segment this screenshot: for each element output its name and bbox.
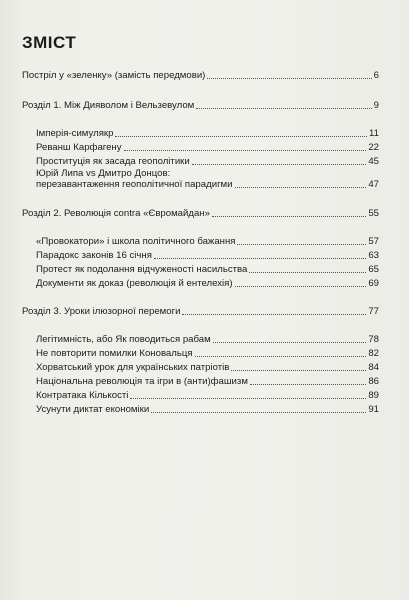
toc-entry-page: 86 [368, 376, 379, 387]
leader-dots [115, 135, 367, 137]
toc-entry-page: 45 [368, 156, 379, 167]
toc-entry-section [36, 142, 379, 153]
toc-entry-text: Парадокс законів 16 січня [36, 250, 152, 261]
leader-dots [192, 163, 367, 165]
leader-dots [207, 77, 371, 79]
toc-entry-text: «Провокатори» і школа політичного бажання [36, 236, 236, 247]
leader-dots [154, 257, 366, 259]
page-title: ЗМІСТ [22, 33, 77, 52]
toc-entry-section [36, 236, 379, 247]
toc-entry-text: Легітимність, або Як поводиться рабам [36, 334, 211, 345]
toc-entry-section [36, 404, 379, 415]
toc-entry-text: Розділ 3. Уроки ілюзорної перемоги [22, 306, 181, 317]
toc-entry-chapter-3 [22, 306, 379, 317]
toc-entry-text: Контратака Кількості [36, 390, 129, 401]
toc-entry-text: Реванш Карфагену [36, 142, 122, 153]
leader-dots [235, 186, 367, 188]
toc-entry-text: Документи як доказ (революція й ентелехія) [36, 278, 233, 289]
toc-entry-section [36, 128, 379, 139]
toc-entry-text: Протест як подолання відчуженості насильства [36, 264, 248, 275]
toc-entry-text: Розділ 2. Революція contra «Євромайдан» [22, 208, 210, 219]
toc-entry-page: 65 [368, 264, 379, 275]
toc-entry-text: перезавантаження геополітичної парадигми [36, 179, 233, 190]
toc-entry-text: Проституція як засада геополітики [36, 156, 190, 167]
leader-dots [124, 149, 367, 151]
leader-dots [130, 397, 366, 399]
leader-dots [237, 243, 366, 245]
toc-entry-section [36, 376, 379, 387]
toc-entry-chapter-2 [22, 208, 379, 219]
leader-dots [196, 107, 371, 109]
leader-dots [249, 271, 366, 273]
leader-dots [212, 215, 366, 217]
toc-entry-text: Розділ 1. Між Дияволом і Вельзевулом [22, 100, 195, 111]
toc-entry-page: 9 [373, 100, 379, 111]
toc-entry-section [36, 348, 379, 359]
toc-entry-page: 69 [368, 278, 379, 289]
leader-dots [250, 383, 366, 385]
toc-entry-page: 82 [368, 348, 379, 359]
leader-dots [213, 341, 367, 343]
toc-entry-page: 84 [368, 362, 379, 373]
toc-entry-text: Не повторити помилки Коновальця [36, 348, 193, 359]
leader-dots [195, 355, 367, 357]
toc-entry-section [36, 334, 379, 345]
toc-entry-section [36, 156, 379, 167]
toc-entry-text: Постріл у «зеленку» (замість передмови) [22, 70, 206, 81]
toc-entry-page: 77 [368, 306, 379, 317]
leader-dots [235, 285, 367, 287]
toc-entry-section [36, 362, 379, 373]
leader-dots [182, 313, 366, 315]
toc-entry-page: 78 [368, 334, 379, 345]
toc-entry-page: 6 [373, 70, 379, 81]
toc-entry-page: 89 [368, 390, 379, 401]
leader-dots [151, 411, 366, 413]
toc-entry-chapter-1 [22, 100, 379, 111]
toc-entry-section [36, 278, 379, 289]
toc-entry-page: 47 [368, 179, 379, 190]
toc-entry-text: Імперія-симулякр [36, 128, 114, 139]
toc-entry-section [36, 250, 379, 261]
toc-entry-page: 57 [368, 236, 379, 247]
toc-entry-page: 91 [368, 404, 379, 415]
leader-dots [231, 369, 366, 371]
toc-entry-page: 63 [368, 250, 379, 261]
toc-entry-page: 55 [368, 208, 379, 219]
toc-entry-text-line1: Юрій Липа vs Дмитро Донцов: [36, 168, 171, 179]
toc-entry-page: 11 [369, 128, 379, 139]
toc-entry-text: Національна революція та ігри в (анти)фашизм [36, 376, 248, 387]
toc-entry-section [36, 264, 379, 275]
toc-entry-text: Хорватський урок для українських патріотів [36, 362, 230, 373]
toc-entry-section [36, 168, 379, 190]
toc-entry-text: Усунути диктат економіки [36, 404, 150, 415]
toc-entry-section [36, 390, 379, 401]
toc-entry-preface [22, 70, 379, 81]
toc-entry-page: 22 [368, 142, 379, 153]
